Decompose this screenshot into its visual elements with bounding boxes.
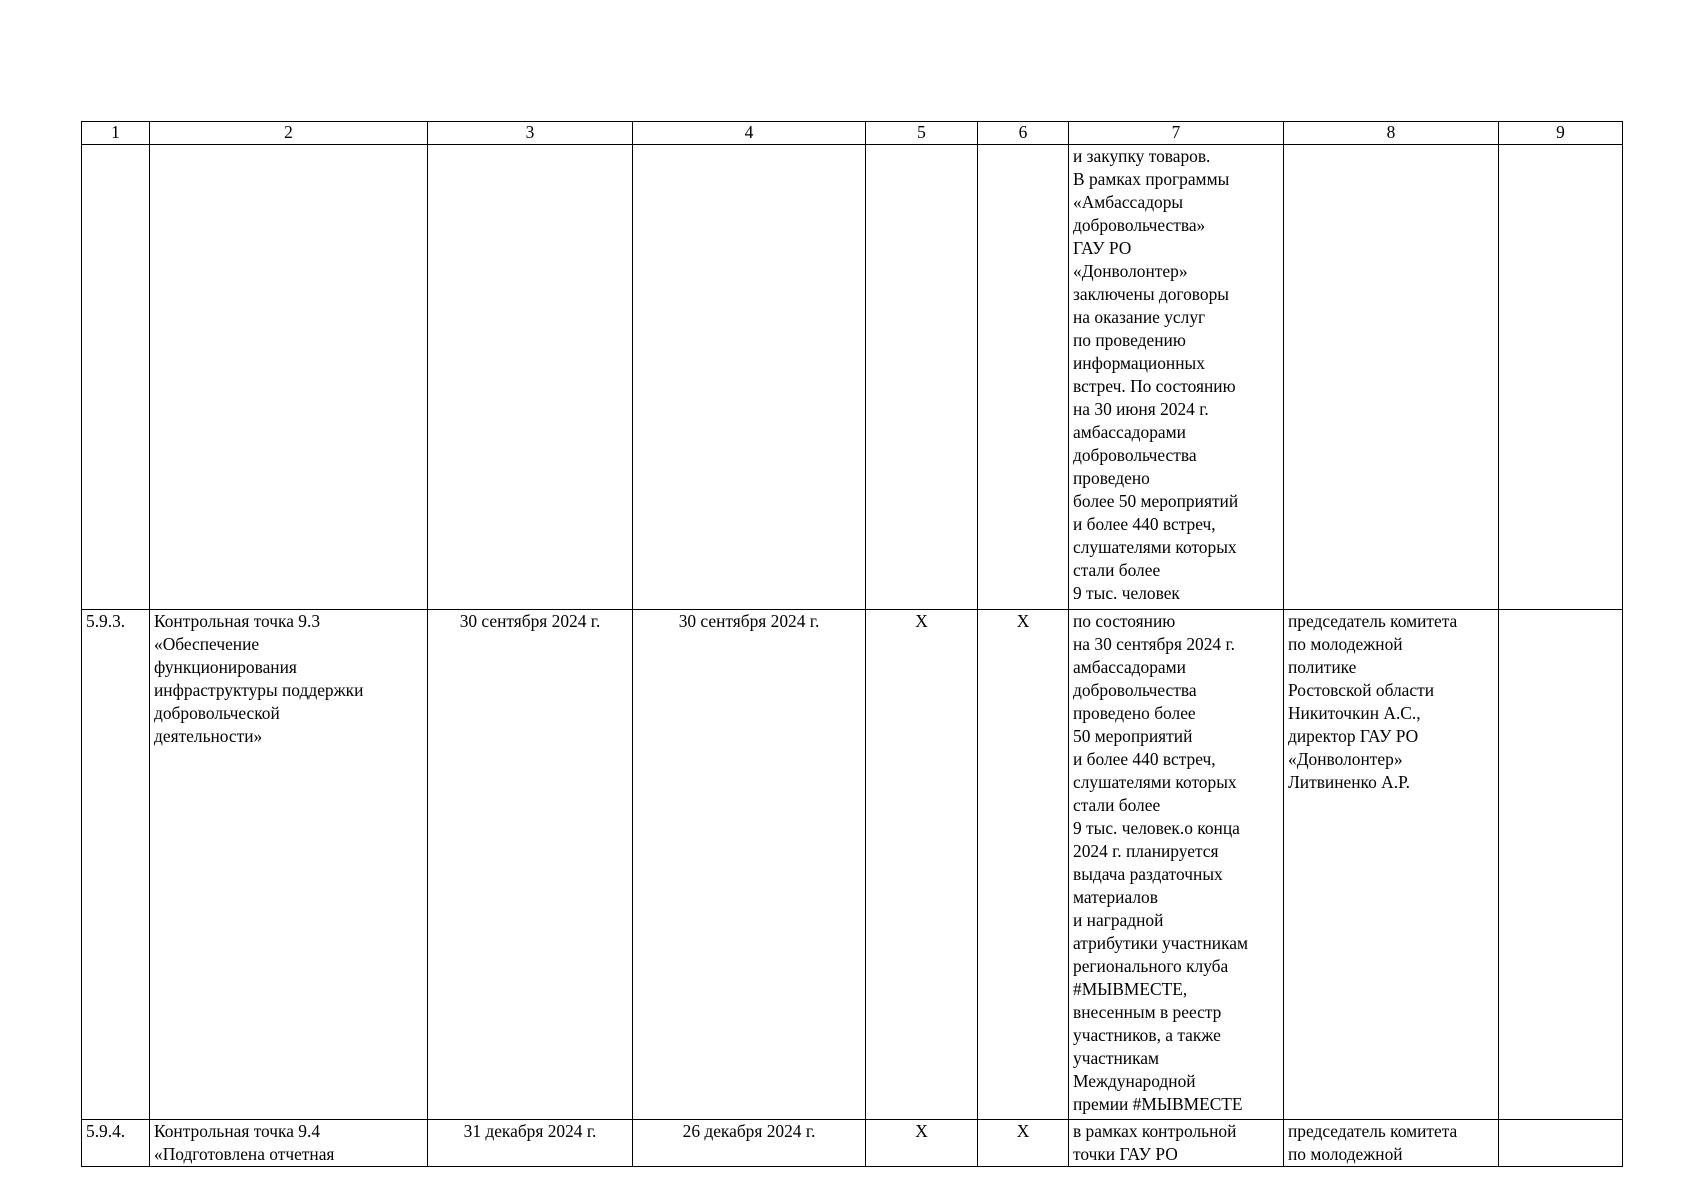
- cell-col9: [1499, 610, 1623, 1120]
- cell-responsible: [1284, 145, 1499, 610]
- cell-plan-date: 30 сентября 2024 г.: [428, 610, 633, 1120]
- cell-fact-date: 26 декабря 2024 г.: [633, 1120, 866, 1167]
- cell-title: Контрольная точка 9.3 «Обеспечение функционирования инфраструктуры поддержки добровольческой деятельности»: [150, 610, 428, 1120]
- column-header: 4: [633, 122, 866, 145]
- cell-col6: Х: [978, 610, 1069, 1120]
- column-header: 7: [1069, 122, 1284, 145]
- cell-title: [150, 145, 428, 610]
- table-row: [82, 145, 1623, 610]
- column-number-row: [82, 122, 1623, 145]
- cell-col9: [1499, 1120, 1623, 1167]
- cell-number: 5.9.3.: [82, 610, 150, 1120]
- column-header: 9: [1499, 122, 1623, 145]
- cell-number: 5.9.4.: [82, 1120, 150, 1167]
- cell-status-text: и закупку товаров. В рамках программы «Амбассадоры добровольчества» ГАУ РО «Донволонтер» заключены договоры на оказание услуг по проведению информационных встреч. По состоянию на 30 июня 2024 г. амбассадорами добровольчества проведено более 50 мероприятий и более 440 встреч, слушателями которых стали более 9 тыс. человек: [1069, 145, 1284, 610]
- cell-responsible: председатель комитета по молодежной: [1284, 1120, 1499, 1167]
- table-row: [82, 610, 1623, 1120]
- column-header: 6: [978, 122, 1069, 145]
- cell-status-text: в рамках контрольной точки ГАУ РО: [1069, 1120, 1284, 1167]
- cell-col5: Х: [866, 1120, 978, 1167]
- column-header: 3: [428, 122, 633, 145]
- cell-col6: [978, 145, 1069, 610]
- column-header: 2: [150, 122, 428, 145]
- cell-responsible: председатель комитета по молодежной политике Ростовской области Никиточкин А.С., директор ГАУ РО «Донволонтер» Литвиненко А.Р.: [1284, 610, 1499, 1120]
- column-header: 5: [866, 122, 978, 145]
- cell-status-text: по состоянию на 30 сентября 2024 г. амбассадорами добровольчества проведено более 50 мероприятий и более 440 встреч, слушателями которых стали более 9 тыс. человек.о конца 2024 г. планируется выдача раздаточных материалов и наградной атрибутики участникам регионального клуба #МЫВМЕСТЕ, внесенным в реестр участников, а также участникам Международной премии #МЫВМЕСТЕ: [1069, 610, 1284, 1120]
- report-table: [81, 121, 1623, 1167]
- cell-fact-date: [633, 145, 866, 610]
- cell-title: Контрольная точка 9.4 «Подготовлена отчетная: [150, 1120, 428, 1167]
- cell-number: [82, 145, 150, 610]
- cell-col5: Х: [866, 610, 978, 1120]
- cell-plan-date: 31 декабря 2024 г.: [428, 1120, 633, 1167]
- cell-col6: Х: [978, 1120, 1069, 1167]
- table-row: [82, 1120, 1623, 1167]
- column-header: 1: [82, 122, 150, 145]
- cell-col9: [1499, 145, 1623, 610]
- column-header: 8: [1284, 122, 1499, 145]
- cell-fact-date: 30 сентября 2024 г.: [633, 610, 866, 1120]
- cell-col5: [866, 145, 978, 610]
- cell-plan-date: [428, 145, 633, 610]
